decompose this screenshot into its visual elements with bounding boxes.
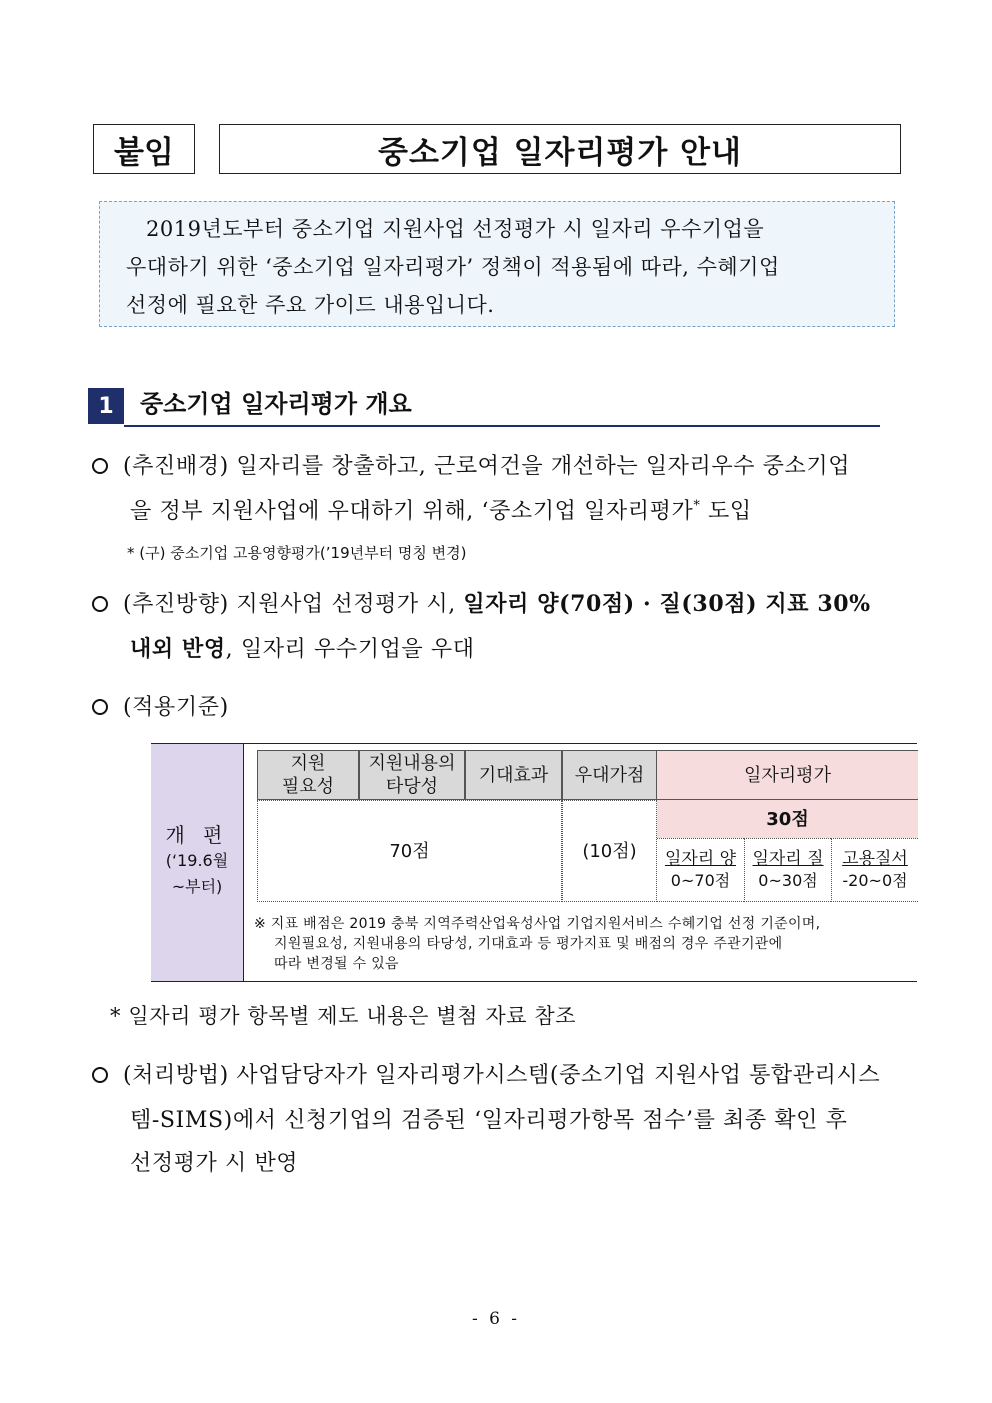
header-need-l1: 지원 [290,753,326,774]
section-number-badge: 1 [88,388,124,424]
bullet-background-line1: (추진배경) 일자리를 창출하고, 근로여건을 개선하는 일자리우수 중소기업 [123,454,851,479]
row-label-date: (‘19.6월 [165,851,229,870]
bonus-score-cell: (10점) [562,800,657,902]
header-bonus: 우대가점 [562,750,657,800]
table-note-line3: 따라 변경될 수 있음 [274,956,399,972]
intro-line-1: 2019년도부터 중소기업 지원사업 선정평가 시 일자리 우수기업을 [146,217,765,241]
attachment-tag: 붙임 [93,124,195,174]
job-eval-total-cell: 30점 [657,800,918,838]
bullet-direction-bold: 일자리 양(70점) · 질(30점) 지표 30% [463,591,871,617]
circle-bullet-icon [92,596,108,612]
section-underline [124,425,880,427]
section-title: 중소기업 일자리평가 개요 [140,390,412,418]
page-number: - 6 - [471,1309,521,1329]
sub-order-label: 고용질서 [842,849,908,869]
bullet-process-line2: 템-SIMS)에서 신청기업의 검증된 ‘일자리평가항목 점수’를 최종 확인 후 [130,1108,848,1133]
table-note [254,914,909,974]
table-note-line2: 지원필요성, 지원내용의 타당성, 기대효과 등 평가지표 및 배점의 경우 주관기관에 [274,936,783,952]
sub-order-range: -20~0점 [842,871,908,890]
header-job-eval: 일자리평가 [657,750,918,800]
sub-cell-order [831,838,918,902]
circle-bullet-icon [92,699,108,715]
sub-quantity-range: 0~70점 [670,871,731,890]
bullet-background-line2 [130,494,752,525]
footnote-marker: * [693,498,701,514]
bullet-background-line2-text: 을 정부 지원사업에 우대하기 위해, ‘중소기업 일자리평가 [130,499,694,524]
table-note-line1: ※ 지표 배점은 2019 충북 지역주력산업육성사업 기업지원서비스 수혜기업 선정 기준이며, [254,916,821,932]
bullet-direction-text: (추진방향) 지원사업 선정평가 시, [123,592,464,617]
header-validity-l1: 지원내용의 [368,753,456,774]
circle-bullet-icon [92,458,108,474]
intro-line-3: 선정에 필요한 주요 가이드 내용입니다. [126,293,495,317]
row-label-from: ~부터) [171,877,223,896]
reference-note: * 일자리 평가 항목별 제도 내용은 별첨 자료 참조 [110,1004,577,1028]
bullet-direction-line1 [123,587,871,618]
bullet-direction-bold-2: 내외 반영 [130,636,226,662]
header-validity-l2: 타당성 [385,776,439,797]
score-table [243,743,917,982]
bullet-background-footnote: * (구) 중소기업 고용영향평가(’19년부터 명칭 변경) [127,544,467,562]
bullet-direction-text-2: , 일자리 우수기업을 우대 [225,637,475,662]
header-validity [359,750,465,800]
circle-bullet-icon [92,1067,108,1083]
bullet-direction-line2 [130,632,475,663]
header-effect: 기대효과 [465,750,562,800]
table-row-label-cell [151,743,243,982]
sub-cell-quality [744,838,831,902]
sub-cell-quantity [657,838,744,902]
header-need-l2: 필요성 [281,776,335,797]
header-need [257,750,359,800]
bullet-criteria: (적용기준) [123,695,229,720]
row-label-reform: 개 편 [165,823,229,847]
base-score-cell: 70점 [257,800,562,902]
sub-quality-label: 일자리 질 [752,849,824,869]
sub-quality-range: 0~30점 [758,871,818,890]
bullet-process-line3: 선정평가 시 반영 [130,1151,299,1176]
document-title: 중소기업 일자리평가 안내 [219,124,901,174]
bullet-background-line2-end: 도입 [700,499,752,524]
intro-line-2: 우대하기 위한 ‘중소기업 일자리평가’ 정책이 적용됨에 따라, 수혜기업 [126,255,780,279]
intro-box [99,201,895,327]
sub-quantity-label: 일자리 양 [664,849,737,869]
bullet-process-line1: (처리방법) 사업담당자가 일자리평가시스템(중소기업 지원사업 통합관리시스 [123,1063,881,1088]
